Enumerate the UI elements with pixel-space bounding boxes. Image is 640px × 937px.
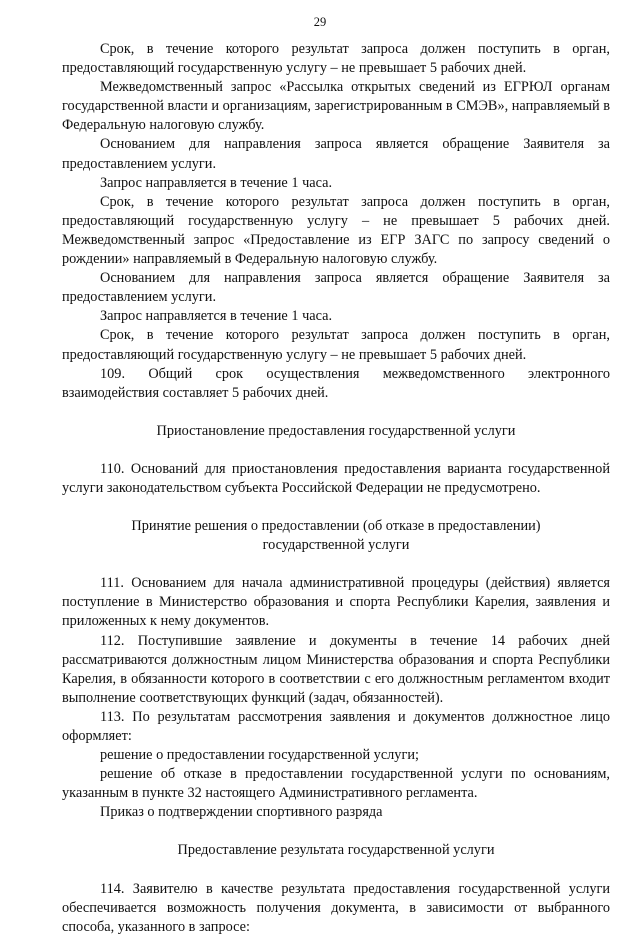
paragraph: Запрос направляется в течение 1 часа. xyxy=(100,174,333,191)
paragraph: Основанием для направления запроса является обращение Заявителя за предоставлением услуги. xyxy=(62,136,610,172)
paragraph: 114. Заявителю в качестве результата предоставления государственной услуги обеспечивается возможность получения документа, в зависимости от выбранного способа, указанного в запросе: xyxy=(62,880,610,935)
paragraph: 112. Поступившие заявление и документы в течение 14 рабочих дней рассматриваются должностным лицом Министерства образования и спорта Республики Карелия, в обязанности которого в соответствии с его должностным регламентом входит выполнение соответствующих функций (задач, обязанностей). xyxy=(62,632,610,706)
paragraph: 110. Оснований для приостановления предоставления варианта государственной услуги законодательством субъекта Российской Федерации не предусмотрено. xyxy=(62,460,610,496)
paragraph: 113. По результатам рассмотрения заявления и документов должностное лицо оформляет: xyxy=(62,708,610,744)
section-heading: Предоставление результата государственной услуги xyxy=(177,842,495,859)
section-heading-line: государственной услуги xyxy=(262,537,410,554)
section-heading-line: Принятие решения о предоставлении (об отказе в предоставлении) xyxy=(131,518,541,535)
paragraph: Приказ о подтверждении спортивного разряда xyxy=(100,804,383,821)
paragraph: решение о предоставлении государственной услуги; xyxy=(100,747,419,764)
paragraph: Основанием для направления запроса является обращение Заявителя за предоставлением услуги. xyxy=(62,270,610,306)
paragraph: Запрос направляется в течение 1 часа. xyxy=(100,308,333,325)
paragraph: Межведомственный запрос «Рассылка открытых сведений из ЕГРЮЛ органам государственной власти и организациям, зарегистрированным в СМЭВ», направляемый в Федеральную налоговую службу. xyxy=(62,79,610,134)
paragraph: Срок, в течение которого результат запроса должен поступить в орган, предоставляющий государственную услугу – не превышает 5 рабочих дней. Межведомственный запрос «Предоставление из ЕГР ЗАГС по запросу сведений о рождении» направляемый в Федеральную налоговую службу. xyxy=(62,193,610,268)
paragraph: Срок, в течение которого результат запроса должен поступить в орган, предоставляющий государственную услугу – не превышает 5 рабочих дней. xyxy=(62,327,610,363)
document-body xyxy=(62,40,610,937)
paragraph: 111. Основанием для начала административной процедуры (действия) является поступление в Министерство образования и спорта Республики Карелия, заявления и приложенных к нему документов. xyxy=(62,575,610,630)
paragraph: Срок, в течение которого результат запроса должен поступить в орган, предоставляющий государственную услугу – не превышает 5 рабочих дней. xyxy=(62,41,610,77)
section-heading: Приостановление предоставления государственной услуги xyxy=(156,422,516,439)
section-heading xyxy=(62,517,610,555)
page-number: 29 xyxy=(313,15,327,29)
paragraph: 109. Общий срок осуществления межведомственного электронного взаимодействия составляет 5 рабочих дней. xyxy=(62,365,610,401)
paragraph: решение об отказе в предоставлении государственной услуги по основаниям, указанным в пункте 32 настоящего Административного регламента. xyxy=(62,766,610,802)
